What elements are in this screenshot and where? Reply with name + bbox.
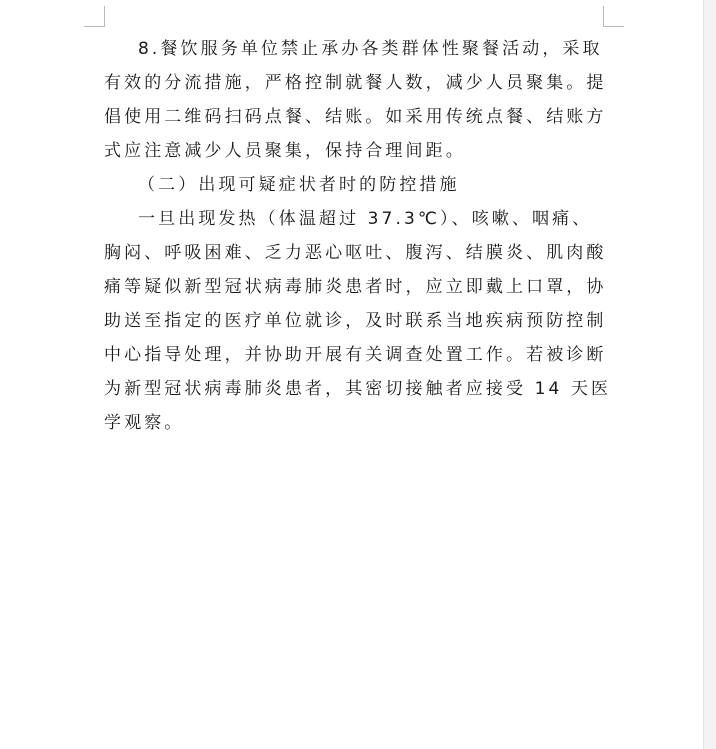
- text-line: 8.餐饮服务单位禁止承办各类群体性聚餐活动，采取: [104, 39, 603, 59]
- crop-mark-top-left: [84, 6, 105, 27]
- text-line: 为新型冠状病毒肺炎患者，其密切接触者应接受 14 天医: [104, 379, 612, 399]
- text-line: 有效的分流措施，严格控制就餐人数，减少人员聚集。提: [104, 73, 607, 93]
- section-heading: （二）出现可疑症状者时的防控措施: [104, 175, 460, 195]
- document-body: [104, 32, 612, 440]
- text-line: 学观察。: [104, 413, 185, 433]
- crop-mark-top-right: [603, 6, 624, 27]
- text-line: 倡使用二维码扫码点餐、结账。如采用传统点餐、结账方: [104, 107, 607, 127]
- text-line: 痛等疑似新型冠状病毒肺炎患者时，应立即戴上口罩，协: [104, 277, 607, 297]
- vertical-scrollbar[interactable]: [703, 0, 716, 749]
- text-line: 助送至指定的医疗单位就诊，及时联系当地疾病预防控制: [104, 311, 607, 331]
- text-line: 一旦出现发热（体温超过 37.3℃）、咳嗽、咽痛、: [104, 209, 593, 229]
- text-line: 式应注意减少人员聚集，保持合理间距。: [104, 141, 466, 161]
- text-line: 胸闷、呼吸困难、乏力恶心呕吐、腹泻、结膜炎、肌肉酸: [104, 243, 607, 263]
- text-line: 中心指导处理，并协助开展有关调查处置工作。若被诊断: [104, 345, 607, 365]
